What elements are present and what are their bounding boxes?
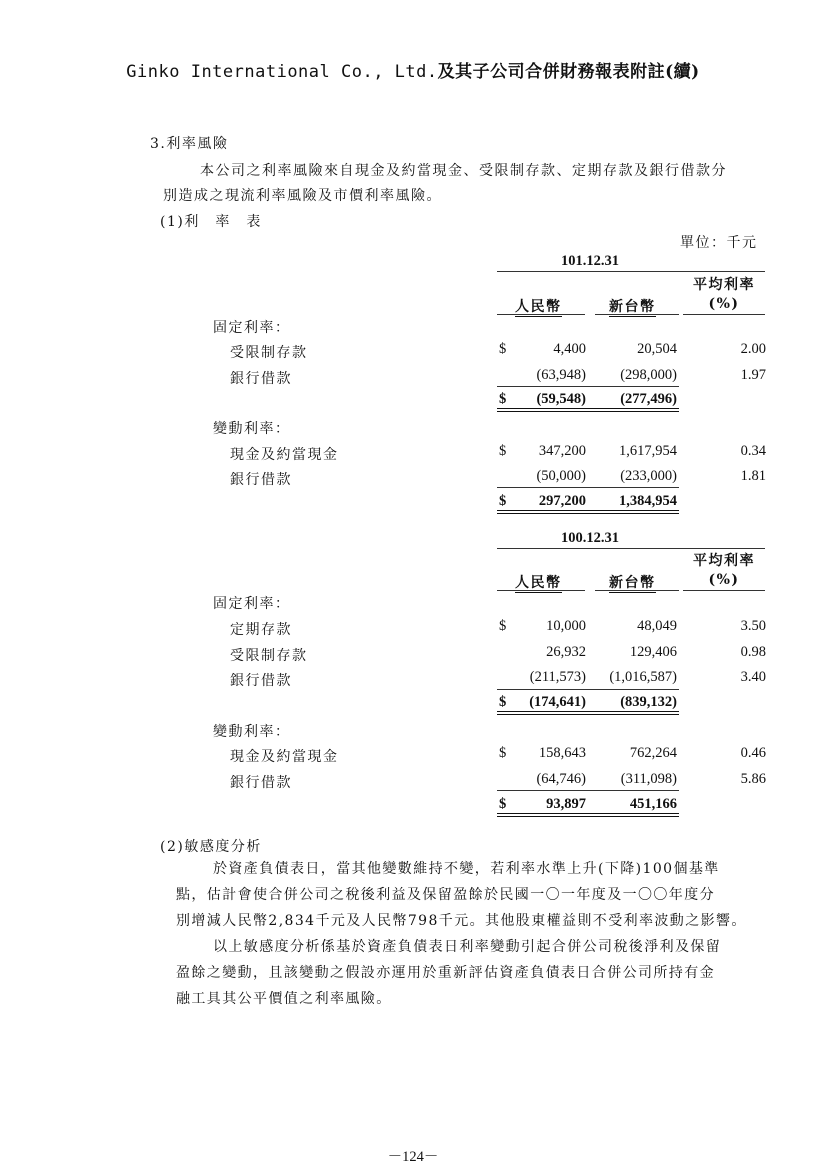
table1-fixed-row-rmb: (63,948) — [536, 367, 586, 383]
table1-date-rule — [497, 271, 765, 272]
table2-fixed-row-currency: $ — [499, 618, 507, 634]
table1-fixed-total-currency: $ — [499, 391, 507, 407]
sensitivity-p1-line1: 於資產負債表日，當其他變數維持不變，若利率水準上升(下降)100個基準 — [213, 861, 720, 877]
table2-variable-row-ntd: (311,098) — [620, 771, 677, 787]
table2-fixed-row-rmb: 26,932 — [546, 644, 586, 660]
table2-date: 100.12.31 — [561, 530, 619, 546]
table1-variable-subtotal-rule — [497, 487, 679, 488]
table2-fixed-total-rmb: (174,641) — [529, 694, 586, 710]
table2-ntd-rule — [595, 590, 679, 591]
table1-fixed-row-label: 銀行借款 — [230, 371, 292, 387]
table2-variable-total-currency: $ — [499, 796, 507, 812]
table1-rmb-rule — [497, 314, 585, 315]
table1-variable-row-currency: $ — [499, 443, 507, 459]
table1-fixed-subtotal-rule — [497, 386, 679, 387]
table1-variable-row-label: 現金及約當現金 — [230, 447, 339, 463]
table2-fixed-row-rate: 3.50 — [740, 618, 766, 634]
table1-fixed-total-rmb: (59,548) — [536, 391, 586, 407]
table1-variable-row-rmb: (50,000) — [536, 468, 586, 484]
table2-rate-header-2: (%) — [708, 572, 740, 588]
table1-fixed-row-ntd: 20,504 — [637, 341, 677, 357]
table2-date-rule — [497, 548, 765, 549]
table2-variable-row-label: 現金及約當現金 — [230, 749, 339, 765]
table2-fixed-row-ntd: (1,016,587) — [609, 669, 677, 685]
table1-fixed-label: 固定利率： — [213, 320, 291, 336]
table2-fixed-row-rmb: 10,000 — [546, 618, 586, 634]
table2-variable-label: 變動利率： — [213, 724, 291, 740]
table2-variable-total-ntd: 451,166 — [629, 796, 677, 812]
sensitivity-p2-line3: 融工具其公平價值之利率風險。 — [176, 991, 392, 1007]
section-title: 3.利率風險 — [150, 136, 229, 152]
table1-ntd-rule — [595, 314, 679, 315]
table2-fixed-row-ntd: 48,049 — [637, 618, 677, 634]
table1-rate-rule — [683, 314, 765, 315]
table2-rmb-header: 人民幣 — [515, 572, 562, 593]
table2-fixed-row-label: 定期存款 — [230, 622, 292, 638]
table2-variable-total-double-rule — [497, 813, 679, 817]
table2-variable-row-rmb: (64,746) — [536, 771, 586, 787]
table1-fixed-row-rmb: 4,400 — [553, 341, 586, 357]
table1-variable-total-double-rule — [497, 510, 679, 514]
table1-fixed-total-double-rule — [497, 408, 679, 412]
table1-variable-row-rate: 1.81 — [740, 468, 766, 484]
company-name-en: Ginko International Co., Ltd. — [126, 62, 438, 82]
table1-variable-row-rmb: 347,200 — [538, 443, 586, 459]
table1-variable-row-ntd: (233,000) — [620, 468, 677, 484]
table2-variable-row-currency: $ — [499, 745, 507, 761]
sensitivity-p2-line1: 以上敏感度分析係基於資產負債表日利率變動引起合併公司稅後淨利及保留 — [213, 939, 722, 955]
table1-variable-total-ntd: 1,384,954 — [619, 493, 677, 509]
table1-ntd-header: 新台幣 — [609, 296, 656, 317]
table2-fixed-total-currency: $ — [499, 694, 507, 710]
table2-variable-row-rmb: 158,643 — [538, 745, 586, 761]
sensitivity-p1-line3: 別增減人民幣2,834千元及人民幣798千元。其他股東權益則不受利率波動之影響。 — [176, 913, 747, 929]
intro-line-2: 別造成之現流利率風險及市價利率風險。 — [163, 188, 442, 204]
sensitivity-p1-line2: 點，估計會使合併公司之稅後利益及保留盈餘於民國一〇一年度及一〇〇年度分 — [176, 887, 715, 903]
table1-fixed-total-ntd: (277,496) — [620, 391, 677, 407]
table2-fixed-row-rmb: (211,573) — [529, 669, 586, 685]
table2-fixed-row-rate: 0.98 — [740, 644, 766, 660]
table1-fixed-row-ntd: (298,000) — [620, 367, 677, 383]
table1-date: 101.12.31 — [561, 253, 619, 269]
table1-fixed-row-currency: $ — [499, 341, 507, 357]
table2-fixed-total-ntd: (839,132) — [620, 694, 677, 710]
unit-label: 單位：千元 — [680, 235, 758, 251]
table2-rate-rule — [683, 590, 765, 591]
table1-rate-header-2: (%) — [708, 296, 740, 312]
table1-variable-row-rate: 0.34 — [740, 443, 766, 459]
table1-fixed-row-rate: 1.97 — [740, 367, 766, 383]
table2-ntd-header: 新台幣 — [609, 572, 656, 593]
table2-fixed-row-rate: 3.40 — [740, 669, 766, 685]
table2-fixed-row-label: 銀行借款 — [230, 673, 292, 689]
table1-variable-label: 變動利率： — [213, 421, 291, 437]
table2-fixed-label: 固定利率： — [213, 596, 291, 612]
page-header — [0, 57, 826, 82]
table1-variable-row-label: 銀行借款 — [230, 472, 292, 488]
sensitivity-title: (2)敏感度分析 — [160, 839, 262, 855]
table2-fixed-row-label: 受限制存款 — [230, 648, 308, 664]
table1-rate-header-1: 平均利率 — [693, 277, 755, 293]
sensitivity-p2-line2: 盈餘之變動，且該變動之假設亦運用於重新評估資產負債表日合併公司所持有金 — [176, 965, 715, 981]
table1-variable-total-rmb: 297,200 — [538, 493, 586, 509]
table2-fixed-subtotal-rule — [497, 689, 679, 690]
table2-variable-total-rmb: 93,897 — [546, 796, 586, 812]
table2-variable-subtotal-rule — [497, 790, 679, 791]
table1-fixed-row-rate: 2.00 — [740, 341, 766, 357]
page-number: －124－ — [387, 1149, 439, 1165]
intro-line-1: 本公司之利率風險來自現金及約當現金、受限制存款、定期存款及銀行借款分 — [200, 163, 727, 179]
table1-variable-total-currency: $ — [499, 493, 507, 509]
table2-variable-row-ntd: 762,264 — [629, 745, 677, 761]
header-title-zh: 及其子公司合併財務報表附註(續) — [437, 62, 700, 82]
table2-variable-row-rate: 0.46 — [740, 745, 766, 761]
table1-variable-row-ntd: 1,617,954 — [619, 443, 677, 459]
subsection-1-title: (1)利 率 表 — [160, 214, 262, 230]
table2-variable-row-label: 銀行借款 — [230, 775, 292, 791]
table2-variable-row-rate: 5.86 — [740, 771, 766, 787]
table1-fixed-row-label: 受限制存款 — [230, 345, 308, 361]
table2-fixed-row-ntd: 129,406 — [629, 644, 677, 660]
table1-rmb-header: 人民幣 — [515, 296, 562, 317]
table2-rate-header-1: 平均利率 — [693, 553, 755, 569]
table2-rmb-rule — [497, 590, 585, 591]
table2-fixed-total-double-rule — [497, 711, 679, 715]
